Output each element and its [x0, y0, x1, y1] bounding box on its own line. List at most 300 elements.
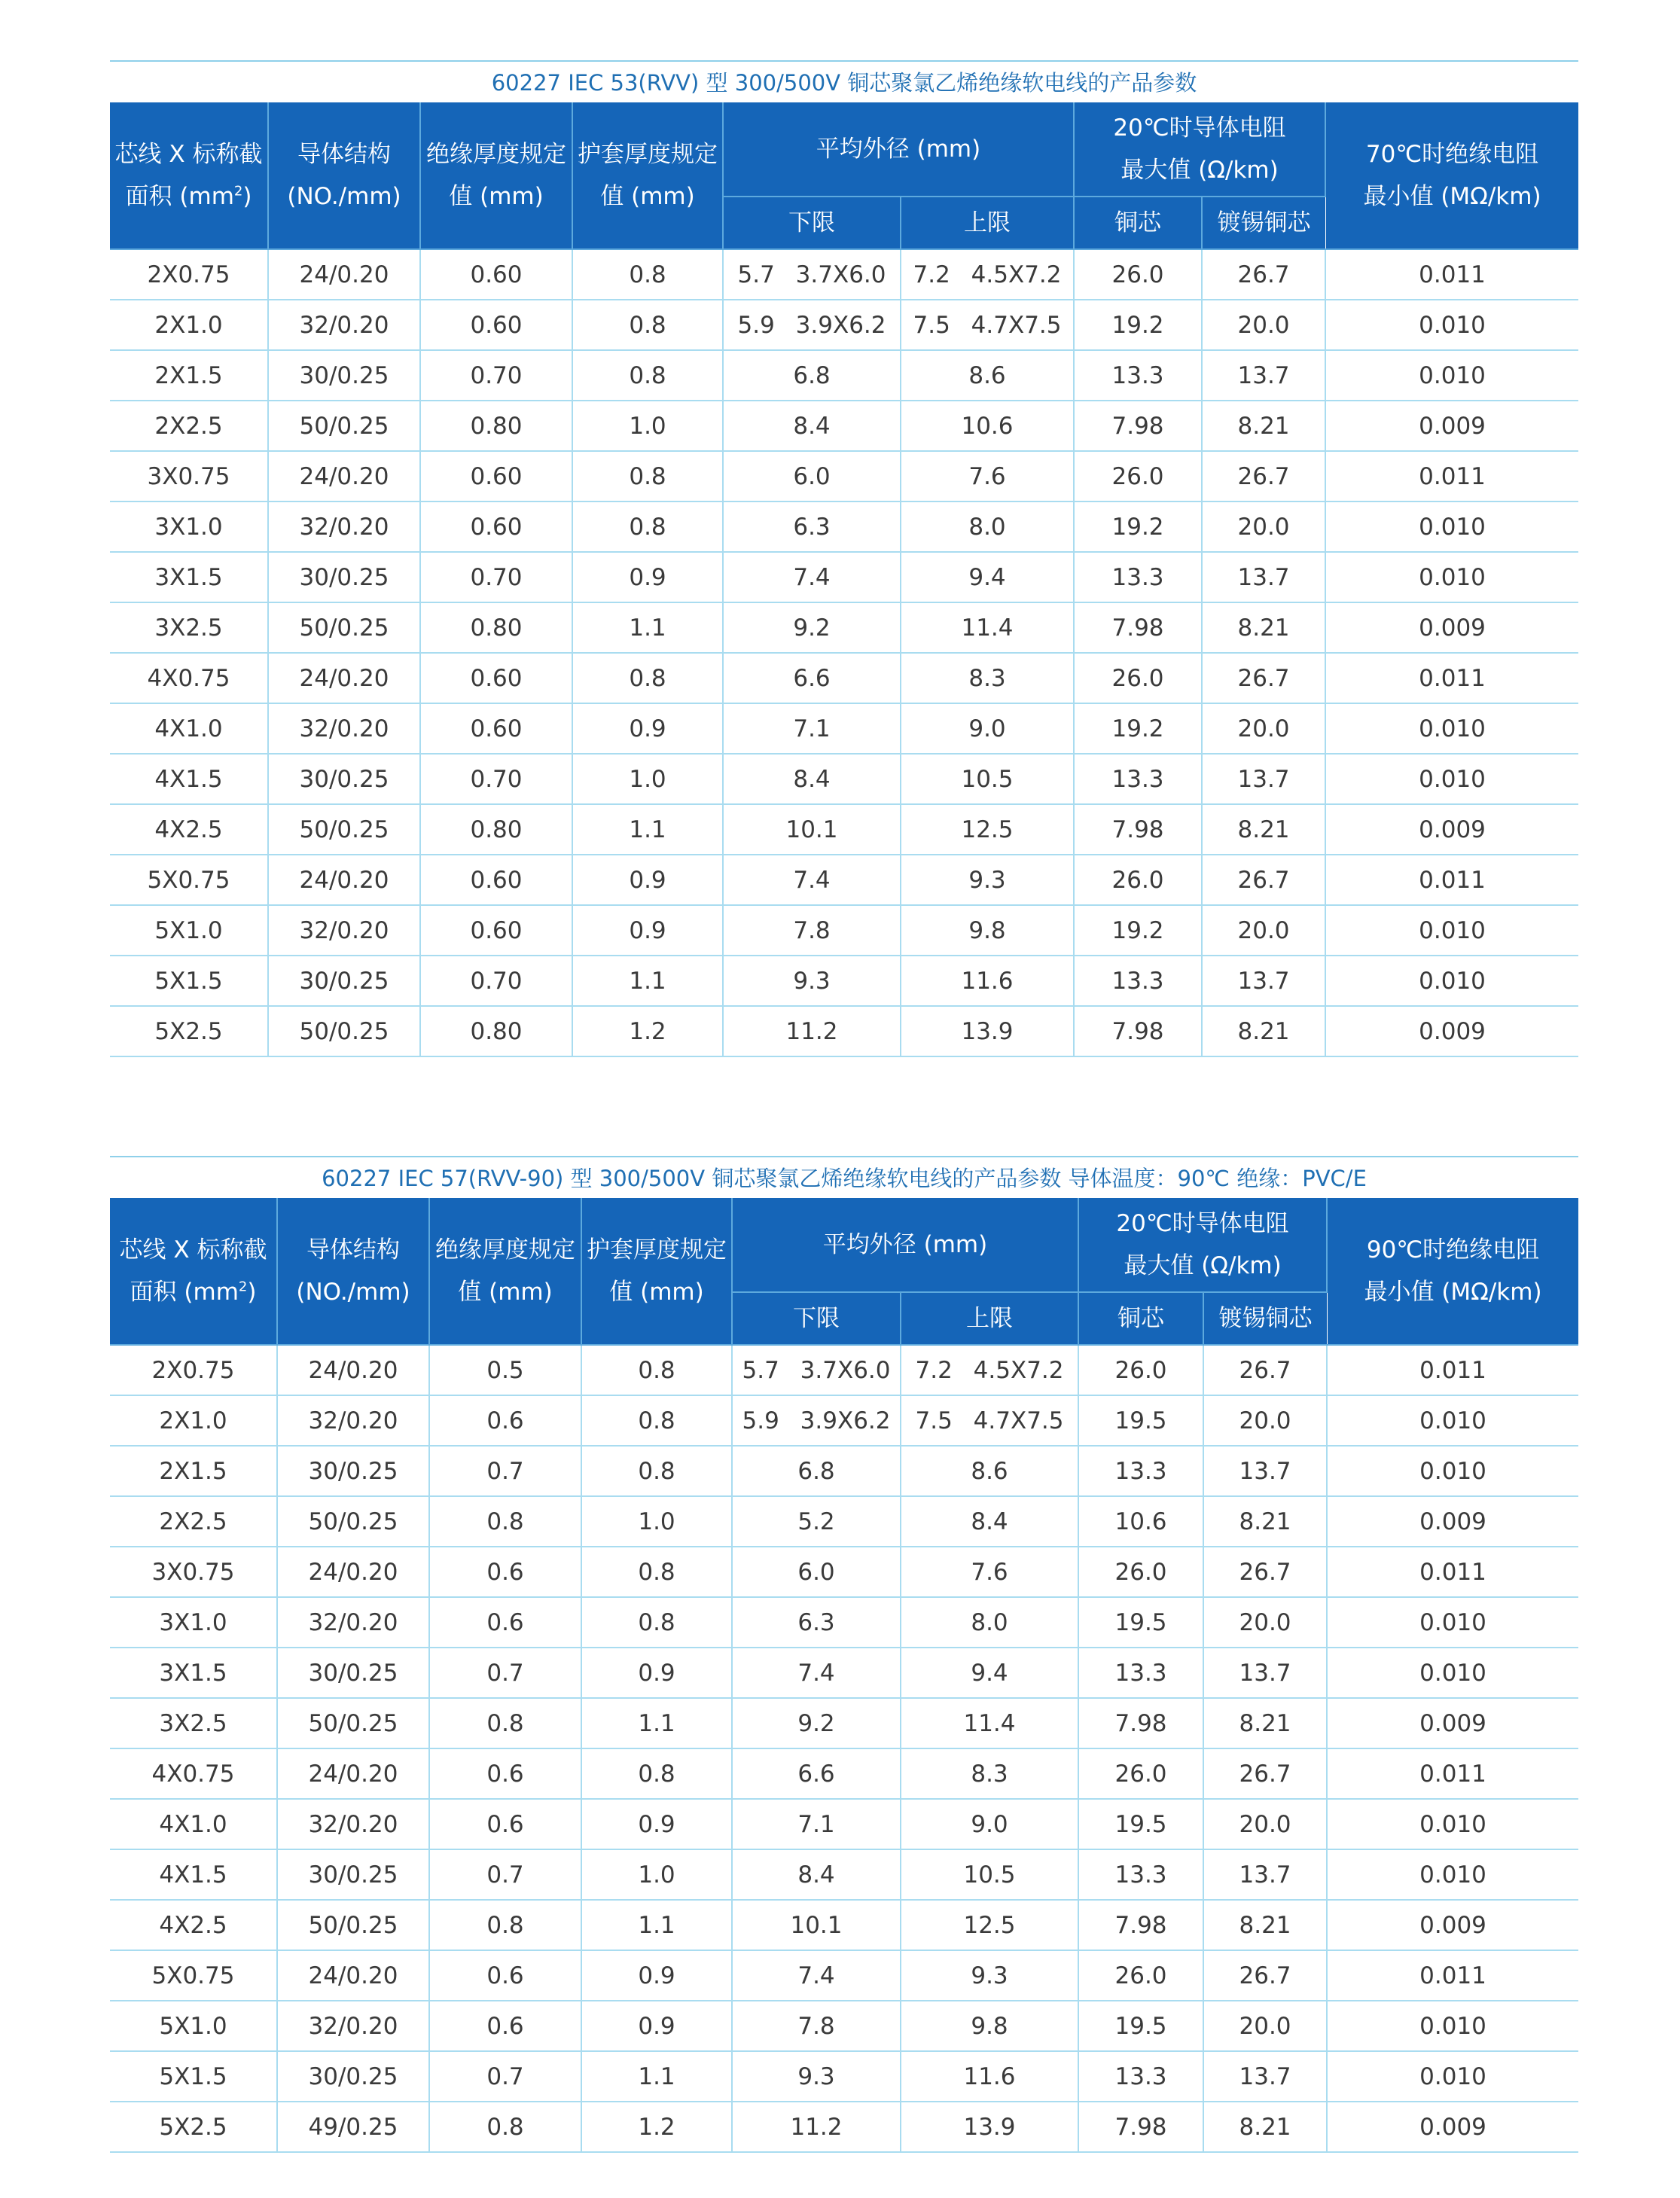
table-row [110, 2102, 1578, 2152]
cell-conductor-structure: 49/0.25 [277, 2102, 429, 2152]
header-conductor-structure: 导体结构 (NO./mm) [277, 1198, 429, 1345]
table-row [110, 602, 1578, 653]
cell-od-lower: 11.2 [723, 1006, 901, 1056]
table-row [110, 855, 1578, 905]
cell-sheath-thickness: 0.9 [581, 2001, 732, 2051]
cell-sheath-thickness: 0.9 [581, 1950, 732, 2001]
header-conductor-structure: 导体结构 (NO./mm) [268, 102, 420, 249]
cell-insulation-thickness: 0.6 [429, 1597, 581, 1648]
table-row [110, 1849, 1578, 1900]
cell-od-lower: 6.3 [723, 501, 901, 552]
table-row [110, 451, 1578, 501]
table-row [110, 1496, 1578, 1547]
cell-insulation-resistance: 0.011 [1325, 653, 1578, 703]
cell-od-upper: 9.4 [901, 1648, 1078, 1698]
cell-resistance-tinned: 26.7 [1203, 1547, 1327, 1597]
cell-insulation-resistance: 0.010 [1327, 1799, 1578, 1849]
cell-resistance-tinned: 13.7 [1202, 956, 1325, 1006]
header-copper: 铜芯 [1078, 1292, 1203, 1345]
cell-resistance-tinned: 26.7 [1203, 1345, 1327, 1395]
header-od-upper: 上限 [901, 197, 1074, 249]
cell-sheath-thickness: 0.8 [581, 1748, 732, 1799]
cell-core-section: 2X1.5 [110, 1446, 277, 1496]
cell-insulation-resistance: 0.010 [1325, 501, 1578, 552]
cell-insulation-thickness: 0.60 [420, 501, 572, 552]
spec-table-rvv-90 [110, 1156, 1578, 2153]
cell-resistance-copper: 7.98 [1078, 1698, 1203, 1748]
cell-sheath-thickness: 0.9 [572, 552, 723, 602]
cell-conductor-structure: 30/0.25 [268, 754, 420, 804]
cell-insulation-thickness: 0.6 [429, 2001, 581, 2051]
table-row [110, 1547, 1578, 1597]
table-row [110, 552, 1578, 602]
cell-insulation-resistance: 0.011 [1325, 249, 1578, 300]
table-row [110, 1950, 1578, 2001]
cell-od-lower: 9.3 [723, 956, 901, 1006]
cell-od-lower: 5.7 3.7X6.0 [732, 1345, 901, 1395]
cell-resistance-tinned: 13.7 [1203, 1648, 1327, 1698]
header-sheath-thickness: 护套厚度规定 值 (mm) [572, 102, 723, 249]
cell-insulation-thickness: 0.60 [420, 703, 572, 754]
cell-insulation-resistance: 0.011 [1327, 1547, 1578, 1597]
cell-od-lower: 5.9 3.9X6.2 [723, 300, 901, 350]
header-conductor-resistance: 20℃时导体电阻 最大值 (Ω/km) [1074, 102, 1325, 197]
cell-od-upper: 7.2 4.5X7.2 [901, 1345, 1078, 1395]
header-conductor-resistance: 20℃时导体电阻 最大值 (Ω/km) [1078, 1198, 1327, 1292]
cell-conductor-structure: 32/0.20 [277, 1799, 429, 1849]
cell-core-section: 3X2.5 [110, 602, 268, 653]
cell-resistance-copper: 26.0 [1074, 451, 1202, 501]
cell-od-lower: 6.0 [732, 1547, 901, 1597]
cell-od-upper: 7.6 [901, 451, 1074, 501]
cell-insulation-resistance: 0.010 [1325, 754, 1578, 804]
cell-insulation-resistance: 0.010 [1325, 552, 1578, 602]
cell-resistance-copper: 13.3 [1078, 1849, 1203, 1900]
cell-sheath-thickness: 0.8 [572, 300, 723, 350]
table-body [110, 1345, 1578, 2152]
cell-insulation-resistance: 0.010 [1327, 1648, 1578, 1698]
cell-core-section: 3X1.0 [110, 1597, 277, 1648]
cell-resistance-copper: 7.98 [1074, 401, 1202, 451]
cell-conductor-structure: 30/0.25 [277, 1446, 429, 1496]
cell-resistance-copper: 13.3 [1074, 552, 1202, 602]
cell-insulation-thickness: 0.8 [429, 1496, 581, 1547]
cell-insulation-resistance: 0.009 [1325, 602, 1578, 653]
table-row [110, 501, 1578, 552]
cell-resistance-copper: 13.3 [1078, 1648, 1203, 1698]
cell-sheath-thickness: 0.9 [581, 1648, 732, 1698]
cell-resistance-copper: 26.0 [1074, 855, 1202, 905]
cell-od-lower: 7.1 [732, 1799, 901, 1849]
cell-od-upper: 8.0 [901, 501, 1074, 552]
cell-od-lower: 7.8 [723, 905, 901, 956]
cell-od-upper: 7.2 4.5X7.2 [901, 249, 1074, 300]
cell-resistance-tinned: 26.7 [1202, 451, 1325, 501]
cell-od-lower: 7.4 [723, 855, 901, 905]
cell-core-section: 2X2.5 [110, 401, 268, 451]
cell-resistance-copper: 19.5 [1078, 2001, 1203, 2051]
cell-core-section: 4X1.5 [110, 754, 268, 804]
cell-sheath-thickness: 0.8 [572, 249, 723, 300]
cell-od-upper: 10.5 [901, 1849, 1078, 1900]
cell-sheath-thickness: 1.1 [572, 804, 723, 855]
cell-conductor-structure: 30/0.25 [277, 2051, 429, 2102]
cell-core-section: 4X1.0 [110, 703, 268, 754]
cell-conductor-structure: 24/0.20 [268, 855, 420, 905]
cell-resistance-tinned: 20.0 [1202, 300, 1325, 350]
cell-sheath-thickness: 0.8 [581, 1395, 732, 1446]
header-od-lower: 下限 [732, 1292, 901, 1345]
cell-core-section: 5X1.5 [110, 956, 268, 1006]
cell-conductor-structure: 50/0.25 [268, 602, 420, 653]
cell-insulation-thickness: 0.80 [420, 804, 572, 855]
cell-conductor-structure: 32/0.20 [268, 300, 420, 350]
cell-sheath-thickness: 1.0 [581, 1849, 732, 1900]
cell-resistance-tinned: 13.7 [1202, 552, 1325, 602]
cell-sheath-thickness: 1.0 [581, 1496, 732, 1547]
cell-insulation-thickness: 0.7 [429, 1446, 581, 1496]
header-insulation-resistance: 70℃时绝缘电阻 最小值 (MΩ/km) [1325, 102, 1578, 249]
table-header [110, 102, 1578, 249]
cell-insulation-resistance: 0.011 [1327, 1345, 1578, 1395]
cell-core-section: 2X0.75 [110, 1345, 277, 1395]
cell-od-upper: 9.4 [901, 552, 1074, 602]
cell-insulation-thickness: 0.5 [429, 1345, 581, 1395]
cell-sheath-thickness: 1.1 [581, 2051, 732, 2102]
cell-core-section: 3X1.5 [110, 552, 268, 602]
table-row [110, 1748, 1578, 1799]
cell-od-upper: 8.3 [901, 653, 1074, 703]
cell-resistance-tinned: 20.0 [1203, 1597, 1327, 1648]
cell-resistance-tinned: 13.7 [1203, 1849, 1327, 1900]
header-copper: 铜芯 [1074, 197, 1202, 249]
cell-od-lower: 9.3 [732, 2051, 901, 2102]
cell-resistance-copper: 26.0 [1078, 1547, 1203, 1597]
cell-od-lower: 7.4 [732, 1648, 901, 1698]
cell-od-lower: 9.2 [732, 1698, 901, 1748]
cell-od-upper: 8.3 [901, 1748, 1078, 1799]
cell-insulation-thickness: 0.8 [429, 2102, 581, 2152]
cell-insulation-resistance: 0.009 [1327, 1900, 1578, 1950]
cell-conductor-structure: 50/0.25 [268, 401, 420, 451]
cell-od-lower: 5.7 3.7X6.0 [723, 249, 901, 300]
cell-resistance-tinned: 20.0 [1202, 703, 1325, 754]
table-row [110, 2001, 1578, 2051]
cell-od-upper: 9.3 [901, 855, 1074, 905]
cell-od-lower: 8.4 [732, 1849, 901, 1900]
cell-od-upper: 11.6 [901, 2051, 1078, 2102]
cell-core-section: 4X0.75 [110, 1748, 277, 1799]
cell-conductor-structure: 30/0.25 [268, 956, 420, 1006]
cell-conductor-structure: 32/0.20 [268, 905, 420, 956]
table-row [110, 2051, 1578, 2102]
cell-od-upper: 10.6 [901, 401, 1074, 451]
cell-od-lower: 7.8 [732, 2001, 901, 2051]
cell-conductor-structure: 24/0.20 [268, 653, 420, 703]
cell-insulation-thickness: 0.80 [420, 401, 572, 451]
cell-conductor-structure: 32/0.20 [277, 1597, 429, 1648]
header-outer-diameter: 平均外径 (mm) [732, 1198, 1078, 1292]
cell-resistance-copper: 26.0 [1074, 249, 1202, 300]
table-caption: 60227 IEC 57(RVV-90) 型 300/500V 铜芯聚氯乙烯绝缘软电线的产品参数 导体温度：90℃ 绝缘：PVC/E [110, 1156, 1578, 1198]
cell-conductor-structure: 24/0.20 [277, 1950, 429, 2001]
cell-insulation-thickness: 0.7 [429, 1648, 581, 1698]
cell-conductor-structure: 32/0.20 [268, 703, 420, 754]
table-row [110, 300, 1578, 350]
cell-od-upper: 7.6 [901, 1547, 1078, 1597]
cell-resistance-copper: 7.98 [1078, 2102, 1203, 2152]
cell-insulation-resistance: 0.010 [1327, 1849, 1578, 1900]
cell-od-upper: 7.5 4.7X7.5 [901, 1395, 1078, 1446]
cell-conductor-structure: 30/0.25 [277, 1648, 429, 1698]
cell-resistance-tinned: 8.21 [1202, 602, 1325, 653]
cell-insulation-resistance: 0.009 [1325, 401, 1578, 451]
cell-insulation-thickness: 0.8 [429, 1698, 581, 1748]
table-row [110, 905, 1578, 956]
cell-insulation-thickness: 0.80 [420, 602, 572, 653]
cell-insulation-thickness: 0.60 [420, 905, 572, 956]
cell-od-lower: 6.6 [723, 653, 901, 703]
cell-resistance-copper: 19.5 [1078, 1799, 1203, 1849]
cell-insulation-resistance: 0.010 [1325, 703, 1578, 754]
table-row [110, 1597, 1578, 1648]
cell-od-upper: 8.4 [901, 1496, 1078, 1547]
cell-insulation-resistance: 0.011 [1325, 855, 1578, 905]
cell-conductor-structure: 24/0.20 [277, 1345, 429, 1395]
cell-resistance-copper: 13.3 [1074, 350, 1202, 401]
cell-od-upper: 8.0 [901, 1597, 1078, 1648]
cell-insulation-thickness: 0.6 [429, 1748, 581, 1799]
cell-resistance-tinned: 26.7 [1202, 855, 1325, 905]
cell-insulation-thickness: 0.60 [420, 653, 572, 703]
cell-sheath-thickness: 1.1 [581, 1900, 732, 1950]
spec-table-rvv [110, 60, 1578, 1057]
cell-insulation-resistance: 0.009 [1325, 1006, 1578, 1056]
cell-od-upper: 9.8 [901, 2001, 1078, 2051]
table-row [110, 249, 1578, 300]
cell-resistance-copper: 19.2 [1074, 300, 1202, 350]
header-od-lower: 下限 [723, 197, 901, 249]
cell-resistance-tinned: 13.7 [1202, 754, 1325, 804]
cell-core-section: 2X0.75 [110, 249, 268, 300]
cell-sheath-thickness: 1.2 [572, 1006, 723, 1056]
cell-insulation-resistance: 0.010 [1327, 1395, 1578, 1446]
cell-insulation-thickness: 0.60 [420, 451, 572, 501]
cell-insulation-thickness: 0.7 [429, 2051, 581, 2102]
cell-resistance-tinned: 8.21 [1203, 1698, 1327, 1748]
cell-resistance-tinned: 8.21 [1202, 1006, 1325, 1056]
cell-insulation-thickness: 0.6 [429, 1950, 581, 2001]
cell-od-lower: 7.4 [732, 1950, 901, 2001]
table-body [110, 249, 1578, 1056]
cell-core-section: 5X2.5 [110, 1006, 268, 1056]
cell-insulation-resistance: 0.009 [1327, 1496, 1578, 1547]
cell-insulation-resistance: 0.010 [1325, 905, 1578, 956]
cell-resistance-copper: 13.3 [1074, 956, 1202, 1006]
cell-od-lower: 11.2 [732, 2102, 901, 2152]
cell-insulation-resistance: 0.010 [1327, 1446, 1578, 1496]
cell-sheath-thickness: 1.1 [572, 602, 723, 653]
cell-core-section: 5X1.5 [110, 2051, 277, 2102]
cell-resistance-tinned: 20.0 [1202, 905, 1325, 956]
cell-sheath-thickness: 0.9 [572, 905, 723, 956]
table-caption: 60227 IEC 53(RVV) 型 300/500V 铜芯聚氯乙烯绝缘软电线的产品参数 [110, 60, 1578, 102]
cell-od-lower: 5.2 [732, 1496, 901, 1547]
cell-od-lower: 6.3 [732, 1597, 901, 1648]
cell-resistance-tinned: 20.0 [1203, 2001, 1327, 2051]
cell-insulation-thickness: 0.70 [420, 956, 572, 1006]
cell-resistance-tinned: 20.0 [1203, 1799, 1327, 1849]
table-row [110, 1345, 1578, 1395]
cell-resistance-tinned: 26.7 [1203, 1748, 1327, 1799]
cell-resistance-tinned: 26.7 [1203, 1950, 1327, 2001]
cell-conductor-structure: 50/0.25 [277, 1900, 429, 1950]
cell-conductor-structure: 50/0.25 [268, 804, 420, 855]
cell-od-upper: 9.0 [901, 1799, 1078, 1849]
cell-od-upper: 9.8 [901, 905, 1074, 956]
cell-insulation-resistance: 0.010 [1325, 956, 1578, 1006]
cell-core-section: 4X0.75 [110, 653, 268, 703]
cell-insulation-resistance: 0.011 [1325, 451, 1578, 501]
cell-conductor-structure: 32/0.20 [277, 2001, 429, 2051]
cell-core-section: 4X1.0 [110, 1799, 277, 1849]
cell-insulation-thickness: 0.8 [429, 1900, 581, 1950]
cell-conductor-structure: 30/0.25 [268, 552, 420, 602]
cell-sheath-thickness: 0.9 [572, 855, 723, 905]
cell-od-lower: 6.0 [723, 451, 901, 501]
cell-resistance-copper: 7.98 [1078, 1900, 1203, 1950]
cell-resistance-tinned: 8.21 [1203, 1496, 1327, 1547]
header-od-upper: 上限 [901, 1292, 1078, 1345]
cell-resistance-copper: 13.3 [1078, 2051, 1203, 2102]
cell-insulation-thickness: 0.6 [429, 1799, 581, 1849]
header-outer-diameter: 平均外径 (mm) [723, 102, 1074, 197]
cell-insulation-resistance: 0.009 [1327, 1698, 1578, 1748]
cell-conductor-structure: 30/0.25 [268, 350, 420, 401]
cell-od-lower: 6.8 [723, 350, 901, 401]
cell-resistance-copper: 26.0 [1074, 653, 1202, 703]
table-header [110, 1198, 1578, 1345]
cell-od-upper: 11.6 [901, 956, 1074, 1006]
header-tinned-copper: 镀锡铜芯 [1203, 1292, 1327, 1345]
cell-conductor-structure: 24/0.20 [268, 451, 420, 501]
cell-insulation-thickness: 0.70 [420, 754, 572, 804]
cell-conductor-structure: 30/0.25 [277, 1849, 429, 1900]
cell-sheath-thickness: 0.8 [581, 1446, 732, 1496]
cell-insulation-resistance: 0.010 [1325, 300, 1578, 350]
cell-resistance-tinned: 8.21 [1203, 1900, 1327, 1950]
cell-od-lower: 7.4 [723, 552, 901, 602]
header-insulation-thickness: 绝缘厚度规定 值 (mm) [420, 102, 572, 249]
cell-resistance-tinned: 20.0 [1203, 1395, 1327, 1446]
cell-core-section: 4X2.5 [110, 804, 268, 855]
cell-od-upper: 10.5 [901, 754, 1074, 804]
cell-insulation-resistance: 0.010 [1327, 2001, 1578, 2051]
cell-insulation-resistance: 0.011 [1327, 1748, 1578, 1799]
cell-core-section: 5X1.0 [110, 2001, 277, 2051]
cell-insulation-resistance: 0.010 [1327, 2051, 1578, 2102]
cell-conductor-structure: 50/0.25 [277, 1496, 429, 1547]
table-row [110, 1698, 1578, 1748]
cell-core-section: 3X1.0 [110, 501, 268, 552]
cell-od-lower: 8.4 [723, 401, 901, 451]
cell-od-lower: 10.1 [723, 804, 901, 855]
cell-resistance-tinned: 26.7 [1202, 653, 1325, 703]
cell-insulation-thickness: 0.60 [420, 855, 572, 905]
cell-sheath-thickness: 0.8 [581, 1547, 732, 1597]
cell-resistance-tinned: 13.7 [1203, 1446, 1327, 1496]
cell-od-lower: 7.1 [723, 703, 901, 754]
cell-resistance-tinned: 8.21 [1203, 2102, 1327, 2152]
header-sheath-thickness: 护套厚度规定 值 (mm) [581, 1198, 732, 1345]
cell-sheath-thickness: 0.8 [572, 451, 723, 501]
cell-resistance-copper: 19.5 [1078, 1597, 1203, 1648]
table-row [110, 1006, 1578, 1056]
table-row [110, 1648, 1578, 1698]
table-row [110, 956, 1578, 1006]
table-row [110, 653, 1578, 703]
cell-resistance-tinned: 8.21 [1202, 804, 1325, 855]
cell-od-upper: 13.9 [901, 1006, 1074, 1056]
cell-sheath-thickness: 1.2 [581, 2102, 732, 2152]
cell-od-upper: 9.3 [901, 1950, 1078, 2001]
cell-resistance-tinned: 8.21 [1202, 401, 1325, 451]
spec-table [110, 1198, 1578, 2153]
cell-core-section: 3X2.5 [110, 1698, 277, 1748]
cell-insulation-resistance: 0.009 [1325, 804, 1578, 855]
cell-resistance-copper: 7.98 [1074, 602, 1202, 653]
cell-insulation-resistance: 0.009 [1327, 2102, 1578, 2152]
header-tinned-copper: 镀锡铜芯 [1202, 197, 1325, 249]
cell-conductor-structure: 50/0.25 [277, 1698, 429, 1748]
cell-core-section: 2X1.0 [110, 300, 268, 350]
table-row [110, 1799, 1578, 1849]
cell-sheath-thickness: 0.8 [572, 350, 723, 401]
cell-sheath-thickness: 0.8 [572, 653, 723, 703]
cell-resistance-tinned: 13.7 [1202, 350, 1325, 401]
cell-od-upper: 12.5 [901, 804, 1074, 855]
cell-conductor-structure: 24/0.20 [268, 249, 420, 300]
table-row [110, 1395, 1578, 1446]
cell-conductor-structure: 24/0.20 [277, 1748, 429, 1799]
cell-resistance-copper: 26.0 [1078, 1345, 1203, 1395]
table-row [110, 1446, 1578, 1496]
table-row [110, 804, 1578, 855]
cell-od-upper: 13.9 [901, 2102, 1078, 2152]
cell-od-upper: 8.6 [901, 350, 1074, 401]
cell-resistance-copper: 19.2 [1074, 905, 1202, 956]
cell-insulation-resistance: 0.010 [1325, 350, 1578, 401]
cell-insulation-resistance: 0.010 [1327, 1597, 1578, 1648]
table-row [110, 754, 1578, 804]
cell-resistance-copper: 7.98 [1074, 1006, 1202, 1056]
cell-core-section: 5X0.75 [110, 855, 268, 905]
cell-conductor-structure: 32/0.20 [277, 1395, 429, 1446]
cell-od-lower: 9.2 [723, 602, 901, 653]
cell-core-section: 3X0.75 [110, 451, 268, 501]
cell-od-lower: 6.6 [732, 1748, 901, 1799]
cell-od-lower: 5.9 3.9X6.2 [732, 1395, 901, 1446]
cell-resistance-copper: 26.0 [1078, 1748, 1203, 1799]
cell-insulation-thickness: 0.70 [420, 350, 572, 401]
table-row [110, 1900, 1578, 1950]
cell-od-lower: 10.1 [732, 1900, 901, 1950]
cell-insulation-thickness: 0.7 [429, 1849, 581, 1900]
cell-insulation-thickness: 0.60 [420, 300, 572, 350]
cell-core-section: 5X2.5 [110, 2102, 277, 2152]
cell-od-upper: 8.6 [901, 1446, 1078, 1496]
cell-sheath-thickness: 0.9 [581, 1799, 732, 1849]
